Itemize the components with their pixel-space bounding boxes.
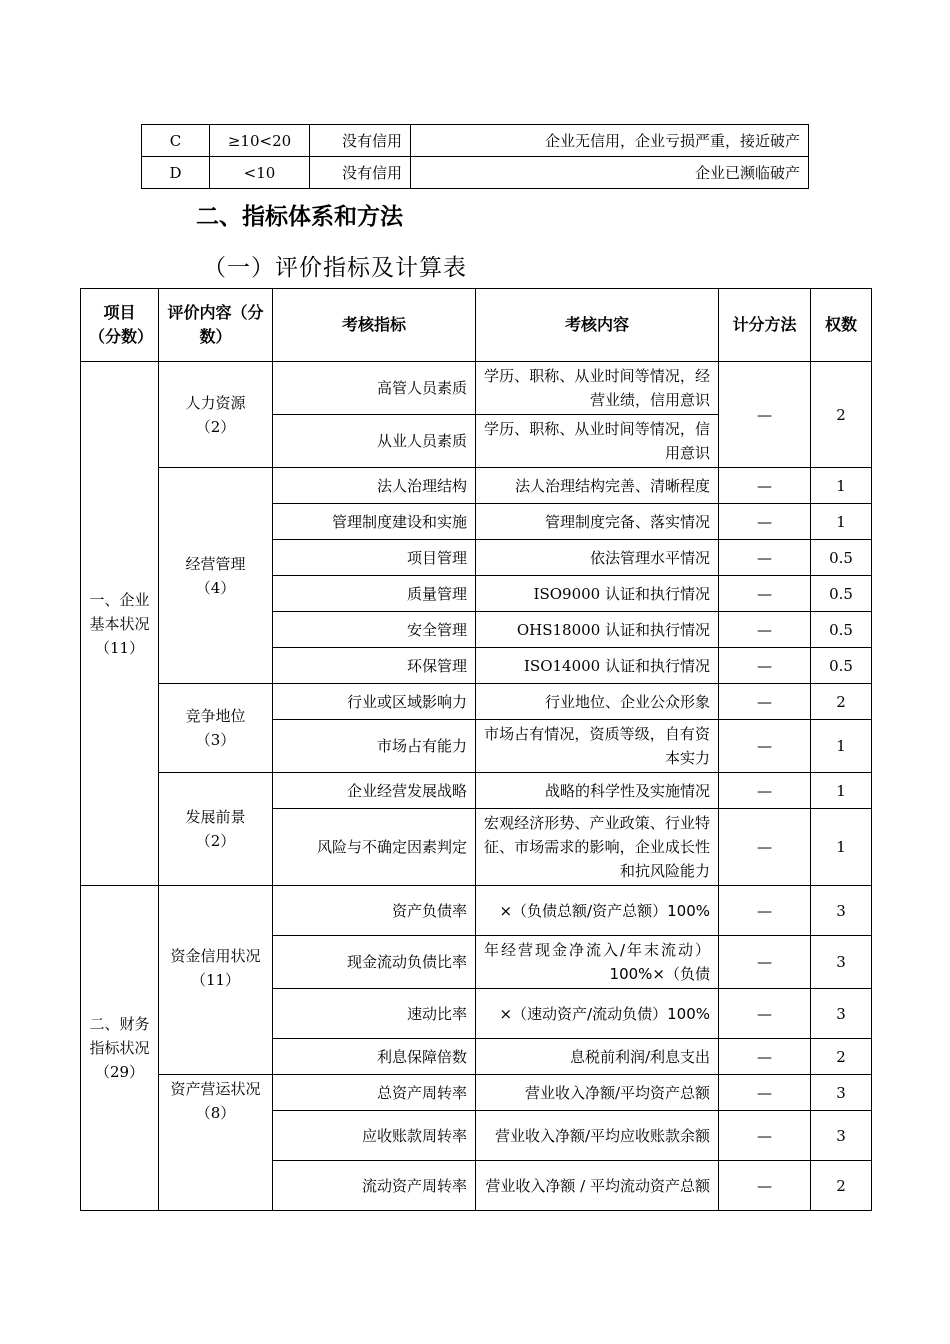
- table-row: [81, 362, 872, 415]
- weight-cell: 2: [811, 1161, 872, 1211]
- weight-cell: 2: [811, 684, 872, 720]
- method-cell: —: [719, 684, 811, 720]
- table-row: [81, 468, 872, 504]
- weight-cell: 3: [811, 1075, 872, 1111]
- weight-cell: 3: [811, 936, 872, 989]
- weight-cell: 1: [811, 809, 872, 886]
- indicator-cell: 利息保障倍数: [273, 1039, 476, 1075]
- grade-row: [142, 125, 809, 157]
- method-cell: —: [719, 809, 811, 886]
- method-cell: —: [719, 576, 811, 612]
- indicator-cell: 环保管理: [273, 648, 476, 684]
- description-cell: 企业已濒临破产: [411, 157, 809, 189]
- method-cell: —: [719, 1039, 811, 1075]
- content-cell: ×（负债总额/资产总额）100%: [476, 886, 719, 936]
- method-cell: —: [719, 612, 811, 648]
- content-cell: 市场占有情况，资质等级，自有资本实力: [476, 720, 719, 773]
- content-cell: 管理制度完备、落实情况: [476, 504, 719, 540]
- eval-cell: [159, 684, 273, 773]
- grade-table: [141, 124, 809, 189]
- method-cell: —: [719, 504, 811, 540]
- eval-name: 经营管理: [185, 554, 246, 573]
- eval-cell: [159, 468, 273, 684]
- indicator-cell: 速动比率: [273, 989, 476, 1039]
- content-cell: OHS18000 认证和执行情况: [476, 612, 719, 648]
- method-cell: —: [719, 648, 811, 684]
- credit-cell: 没有信用: [310, 125, 411, 157]
- grade-cell: D: [142, 157, 210, 189]
- weight-cell: 3: [811, 1111, 872, 1161]
- content-cell: ×（速动资产/流动负债）100%: [476, 989, 719, 1039]
- method-cell: —: [719, 468, 811, 504]
- eval-cell: [159, 886, 273, 1075]
- table-row: [81, 773, 872, 809]
- header-row: [81, 289, 872, 362]
- indicator-cell: 资产负债率: [273, 886, 476, 936]
- eval-score: （4）: [195, 578, 236, 597]
- eval-score: （8）: [195, 1104, 236, 1122]
- content-cell: 营业收入净额/平均应收账款余额: [476, 1111, 719, 1161]
- indicator-cell: 流动资产周转率: [273, 1161, 476, 1211]
- indicator-cell: 质量管理: [273, 576, 476, 612]
- header-project: 项目（分数）: [81, 289, 159, 362]
- table-row: [81, 1075, 872, 1111]
- eval-score: （11）: [190, 971, 241, 989]
- weight-cell: 3: [811, 989, 872, 1039]
- header-indicator: 考核指标: [273, 289, 476, 362]
- method-cell: —: [719, 886, 811, 936]
- weight-cell: 1: [811, 773, 872, 809]
- weight-cell: 3: [811, 886, 872, 936]
- content-cell: 法人治理结构完善、清晰程度: [476, 468, 719, 504]
- method-cell: —: [719, 362, 811, 468]
- indicator-cell: 高管人员素质: [273, 362, 476, 415]
- eval-cell: [159, 773, 273, 886]
- sub-heading: （一）评价指标及计算表: [203, 255, 467, 281]
- credit-cell: 没有信用: [310, 157, 411, 189]
- grade-cell: C: [142, 125, 210, 157]
- content-cell: 宏观经济形势、产业政策、行业特征、市场需求的影响，企业成长性和抗风险能力: [476, 809, 719, 886]
- indicator-cell: 法人治理结构: [273, 468, 476, 504]
- indicator-cell: 应收账款周转率: [273, 1111, 476, 1161]
- content-cell: 年经营现金净流入/年末流动）100%×（负债: [476, 936, 719, 989]
- weight-cell: 1: [811, 468, 872, 504]
- eval-name: 资产营运状况: [170, 1080, 261, 1098]
- section-heading: 二、指标体系和方法: [196, 204, 403, 230]
- weight-cell: 2: [811, 362, 872, 468]
- method-cell: —: [719, 720, 811, 773]
- eval-name: 资金信用状况: [170, 947, 261, 965]
- method-cell: —: [719, 1111, 811, 1161]
- table-row: [81, 684, 872, 720]
- grade-row: [142, 157, 809, 189]
- score-cell: ≥10<20: [210, 125, 310, 157]
- eval-score: （2）: [195, 417, 236, 436]
- indicator-cell: 现金流动负债比率: [273, 936, 476, 989]
- method-cell: —: [719, 540, 811, 576]
- eval-name: 发展前景: [185, 808, 246, 826]
- content-cell: 战略的科学性及实施情况: [476, 773, 719, 809]
- eval-name: 竞争地位: [185, 707, 246, 725]
- method-cell: —: [719, 1161, 811, 1211]
- weight-cell: 1: [811, 504, 872, 540]
- content-cell: 学历、职称、从业时间等情况，信用意识: [476, 415, 719, 468]
- weight-cell: 1: [811, 720, 872, 773]
- indicator-cell: 安全管理: [273, 612, 476, 648]
- project-cell: 二、财务指标状况（29）: [81, 886, 159, 1211]
- content-cell: 营业收入净额 / 平均流动资产总额: [476, 1161, 719, 1211]
- content-cell: 学历、职称、从业时间等情况，经营业绩，信用意识: [476, 362, 719, 415]
- header-weight: 权数: [811, 289, 872, 362]
- indicator-cell: 行业或区域影响力: [273, 684, 476, 720]
- indicator-cell: 总资产周转率: [273, 1075, 476, 1111]
- evaluation-index-table: [80, 288, 872, 1211]
- weight-cell: 0.5: [811, 576, 872, 612]
- weight-cell: 0.5: [811, 648, 872, 684]
- content-cell: 营业收入净额/平均资产总额: [476, 1075, 719, 1111]
- method-cell: —: [719, 773, 811, 809]
- description-cell: 企业无信用，企业亏损严重，接近破产: [411, 125, 809, 157]
- table-row: [81, 886, 872, 936]
- eval-score: （2）: [195, 832, 236, 850]
- weight-cell: 2: [811, 1039, 872, 1075]
- score-cell: <10: [210, 157, 310, 189]
- content-cell: ISO9000 认证和执行情况: [476, 576, 719, 612]
- eval-cell: [159, 362, 273, 468]
- content-cell: ISO14000 认证和执行情况: [476, 648, 719, 684]
- content-cell: 息税前利润/利息支出: [476, 1039, 719, 1075]
- eval-name: 人力资源: [185, 393, 246, 412]
- content-cell: 依法管理水平情况: [476, 540, 719, 576]
- indicator-cell: 市场占有能力: [273, 720, 476, 773]
- weight-cell: 0.5: [811, 612, 872, 648]
- content-cell: 行业地位、企业公众形象: [476, 684, 719, 720]
- header-method: 计分方法: [719, 289, 811, 362]
- eval-score: （3）: [195, 731, 236, 749]
- indicator-cell: 风险与不确定因素判定: [273, 809, 476, 886]
- header-content: 考核内容: [476, 289, 719, 362]
- method-cell: —: [719, 1075, 811, 1111]
- method-cell: —: [719, 936, 811, 989]
- project-cell: 一、企业基本状况（11）: [81, 362, 159, 886]
- weight-cell: 0.5: [811, 540, 872, 576]
- method-cell: —: [719, 989, 811, 1039]
- indicator-cell: 管理制度建设和实施: [273, 504, 476, 540]
- indicator-cell: 项目管理: [273, 540, 476, 576]
- indicator-cell: 从业人员素质: [273, 415, 476, 468]
- eval-cell: [159, 1075, 273, 1211]
- header-eval: 评价内容（分数）: [159, 289, 273, 362]
- indicator-cell: 企业经营发展战略: [273, 773, 476, 809]
